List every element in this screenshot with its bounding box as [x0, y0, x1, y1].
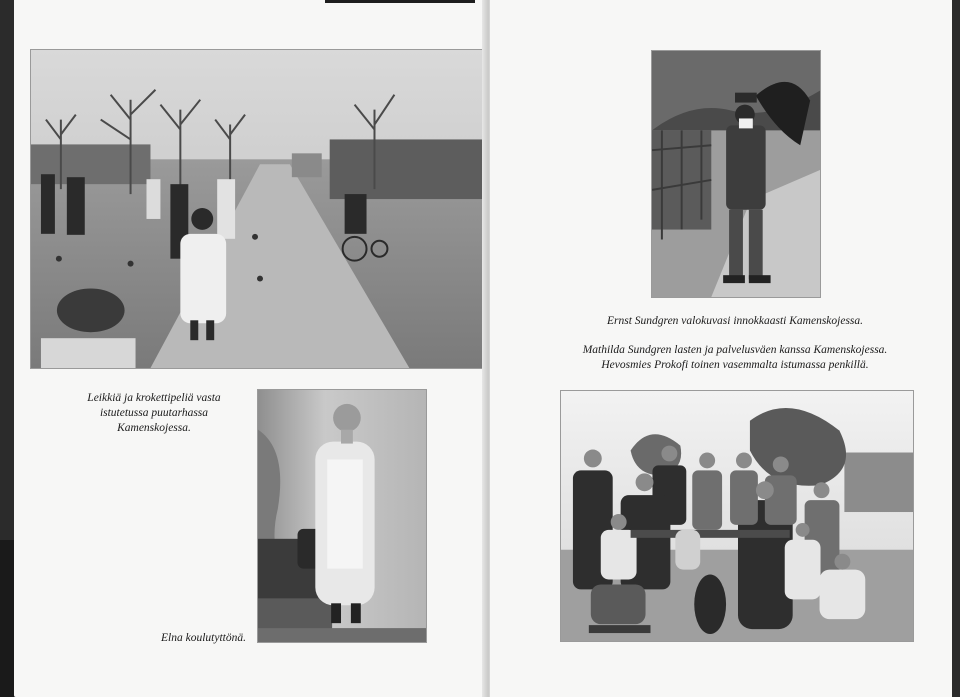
garden-caption-line-2: istutetussa puutarhassa	[99, 407, 209, 419]
left-page	[14, 0, 488, 697]
family-caption-line-2: Hevosmies Prokofi toinen vasemmalta istumassa penkillä.	[601, 359, 869, 371]
family-caption-line-1: Mathilda Sundgren lasten ja palvelusväen kanssa Kamenskojessa.	[582, 344, 888, 356]
garden-caption-line-1: Leikkiä ja krokettipeliä vasta	[87, 392, 221, 404]
ernst-caption: Ernst Sundgren valokuvasi innokkaasti Kamenskojessa.	[606, 315, 864, 327]
ernst-photographer-photo	[651, 50, 821, 298]
family-group-photo	[560, 390, 914, 642]
garden-caption-line-3: Kamenskojessa.	[117, 422, 191, 434]
family-caption	[570, 343, 900, 373]
top-edge-1	[325, 0, 475, 3]
elna-portrait-photo	[257, 389, 427, 643]
garden-caption	[74, 391, 234, 436]
croquet-garden-photo	[30, 49, 488, 369]
right-page	[490, 0, 952, 697]
book-edge	[0, 540, 14, 697]
elna-caption: Elna koulutyttönä.	[161, 632, 246, 644]
